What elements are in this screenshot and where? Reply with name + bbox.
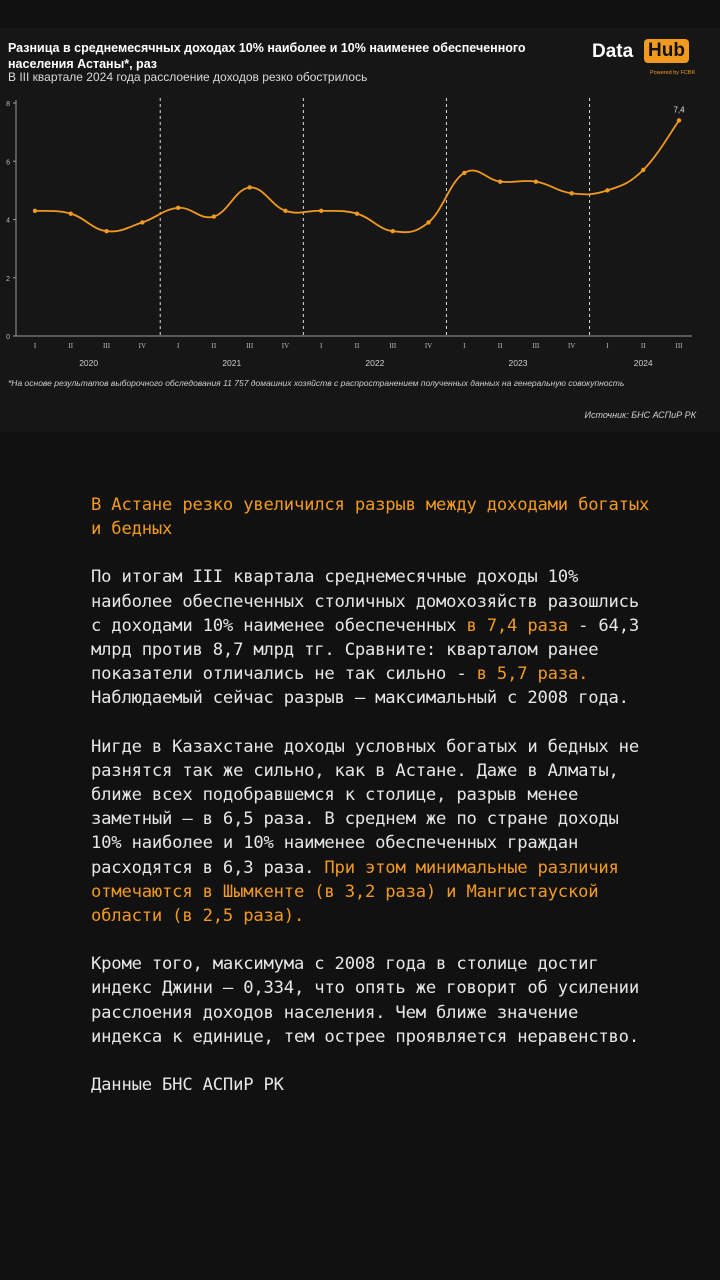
data-point (176, 206, 180, 210)
y-tick-label: 6 (6, 159, 10, 167)
x-tick-label: I (606, 342, 609, 350)
x-tick-label: III (532, 342, 540, 350)
x-tick-label: I (320, 342, 323, 350)
y-tick-label: 0 (6, 334, 10, 341)
logo-powered-text: Powered by FCBK (650, 70, 696, 76)
p1-text-a: По итогам III квартала среднемесячные доходы 10% наиболее обеспеченных столичных домохозяйств разошлись с доходами 10% наименее обеспеченных (91, 567, 639, 636)
chart-source: Источник: БНС АСПиР РК (584, 410, 696, 420)
data-point (319, 209, 323, 213)
x-tick-label: III (246, 342, 254, 350)
chart-subtitle: В III квартале 2024 года расслоение доходов резко обострилось (8, 70, 368, 84)
article-headline: В Астане резко увеличился разрыв между доходами богатых и бедных (91, 495, 650, 540)
logo-data-text: Data (592, 41, 634, 62)
data-point (283, 209, 287, 213)
x-tick-label: II (354, 342, 360, 350)
chart-title: Разница в среднемесячных доходах 10% наиболее и 10% наименее обеспеченного населения Астаны*, раз (8, 41, 526, 71)
y-tick-label: 8 (6, 101, 10, 108)
chart-card (0, 28, 720, 432)
x-tick-label: III (389, 342, 397, 350)
data-point (498, 179, 502, 183)
p2-highlight: При этом минимальные различия отмечаются в Шымкенте (в 3,2 раза) и Мангистауской области (в 2,5 раза). (91, 857, 619, 927)
chart-footnote: *На основе результатов выборочного обследования 11 757 домашних хозяйств с распространением полученных данных на генеральную совокупность (8, 378, 625, 388)
data-point (355, 211, 359, 215)
data-point (69, 211, 73, 215)
article-paragraph-2 (91, 735, 651, 929)
year-label: 2020 (79, 358, 99, 368)
p1-highlight-7-4: в 7,4 раза (466, 615, 568, 636)
data-point (534, 179, 538, 183)
data-point (462, 171, 466, 175)
x-tick-label: III (103, 342, 111, 350)
data-point (426, 220, 430, 224)
data-point (33, 209, 37, 213)
data-point (212, 214, 216, 218)
article-paragraph-1 (91, 565, 651, 710)
x-tick-label: II (68, 342, 74, 350)
year-label: 2022 (365, 358, 385, 368)
article-paragraph-3: Кроме того, максимума с 2008 года в столице достиг индекс Джини – 0,334, что опять же говорит об усилении расслоения доходов населения. Чем ближе значение индекса к единице, тем острее проявляется неравенство. (91, 954, 639, 1047)
data-point (641, 168, 645, 172)
data-point (247, 185, 251, 189)
x-tick-label: IV (281, 342, 290, 350)
year-label: 2021 (222, 358, 242, 368)
x-tick-label: I (176, 342, 180, 350)
x-tick-label: IV (424, 342, 433, 350)
line-chart (0, 28, 720, 373)
y-tick-label: 2 (6, 275, 10, 283)
article-paragraph-4: Данные БНС АСПиР РК (91, 1075, 284, 1096)
x-tick-label: III (675, 342, 683, 350)
logo-hub-text: Hub (644, 39, 689, 63)
data-label: 7,4 (673, 105, 685, 115)
x-tick-label: II (640, 342, 646, 350)
y-tick-label: 4 (6, 217, 10, 225)
p1-text-b: - 64,3 млрд против 8,7 млрд тг. Сравните: кварталом ранее показатели отличались не так сильно - (91, 615, 639, 685)
x-tick-label: IV (138, 342, 147, 350)
x-tick-label: II (211, 342, 217, 350)
p2-text-a: Нигде в Казахстане доходы условных богатых и бедных не разнятся так же сильно, как в Астане. Даже в Алматы, ближе всех подобравшемся к столице, разрыв менее заметный – в 6,5 раза. В среднем же по стране доходы 10% наиболее и 10% наименее обеспеченных граждан расходятся в 6,3 раза. (91, 736, 639, 878)
x-tick-label: I (463, 342, 466, 350)
data-point (140, 220, 144, 224)
year-label: 2024 (633, 358, 653, 368)
data-point (605, 188, 609, 192)
p1-highlight-5-7: в 5,7 раза. (476, 664, 589, 685)
data-point (677, 118, 681, 122)
x-tick-label: IV (567, 342, 576, 350)
data-point (391, 229, 395, 233)
data-point (104, 229, 108, 233)
p1-text-c: Наблюдаемый сейчас разрыв – максимальный с 2008 года. (91, 688, 629, 709)
year-label: 2023 (508, 358, 528, 368)
x-tick-label: II (497, 342, 503, 350)
data-point (569, 191, 573, 195)
article-text (91, 493, 651, 1121)
x-tick-label: I (33, 342, 37, 350)
